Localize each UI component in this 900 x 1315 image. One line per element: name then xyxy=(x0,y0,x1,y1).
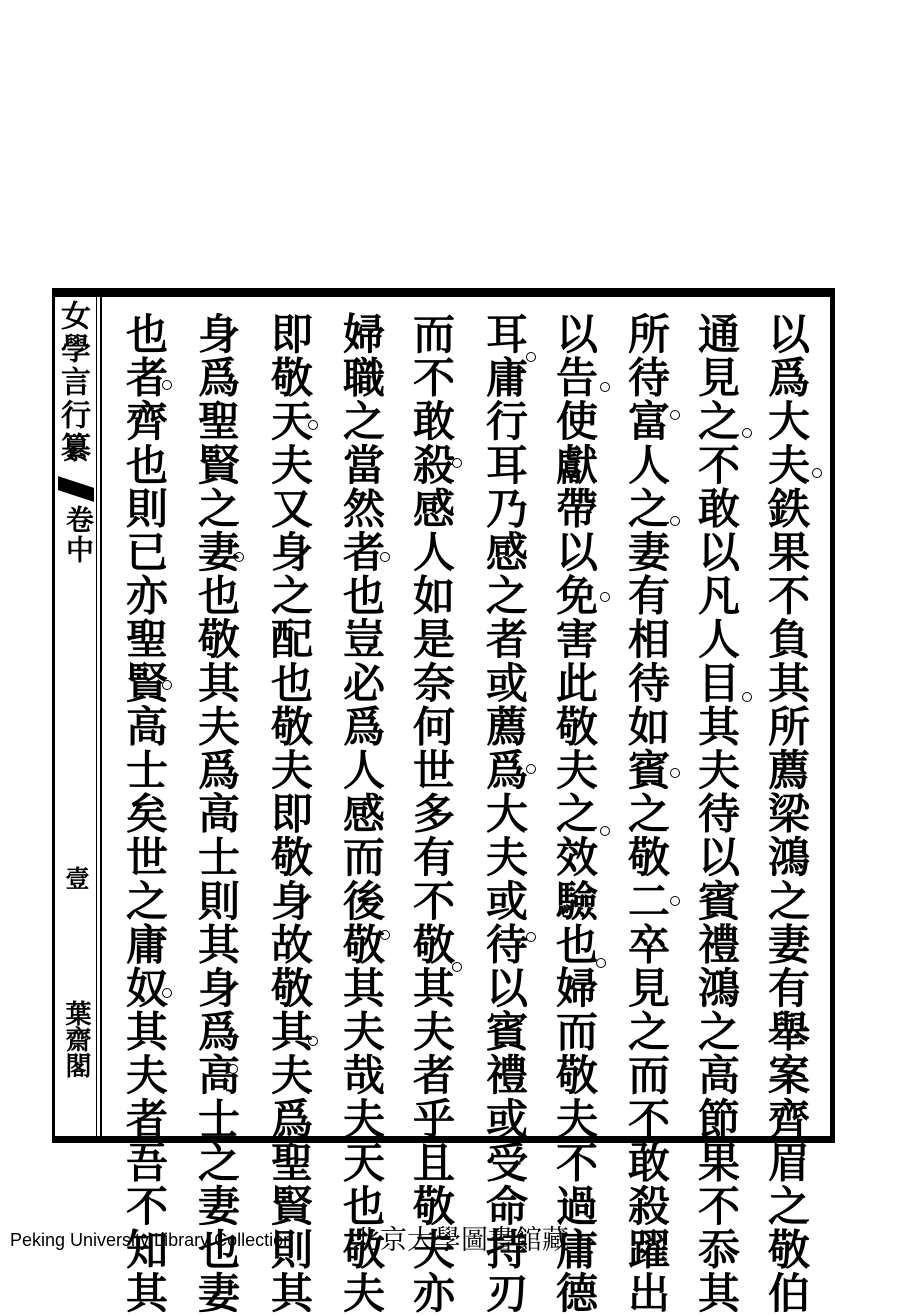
punctuation-circle xyxy=(670,516,680,526)
gutter-rule-right xyxy=(100,296,102,1136)
punctuation-circle xyxy=(308,1036,318,1046)
punctuation-circle xyxy=(162,988,172,998)
gutter-rule-left xyxy=(96,296,97,1136)
punctuation-circle xyxy=(526,764,536,774)
punctuation-circle xyxy=(670,896,680,906)
punctuation-circle xyxy=(234,552,244,562)
punctuation-circle xyxy=(742,692,752,702)
punctuation-circle xyxy=(526,932,536,942)
text-column-5: 耳庸行耳乃感之者或薦爲大夫或待以賓禮或受命持刃 xyxy=(480,312,529,1315)
gutter-publisher: 葉齋閣 xyxy=(61,1000,91,1078)
text-column-10: 也者齊也則已亦聖賢高士矣世之庸奴其夫者吾不知其 xyxy=(120,312,169,1315)
punctuation-circle xyxy=(600,382,610,392)
punctuation-circle xyxy=(670,410,680,420)
gutter-volume-label: 卷中 xyxy=(62,505,95,565)
punctuation-circle xyxy=(600,592,610,602)
text-column-2: 通見之不敢以凡人目其夫待以賓禮鴻之高節果不忝其 xyxy=(692,312,741,1315)
punctuation-circle xyxy=(596,958,606,968)
punctuation-circle xyxy=(228,1064,238,1074)
text-column-8: 即敬天夫又身之配也敬夫即敬身故敬其夫爲聖賢則其 xyxy=(265,312,314,1315)
gutter-book-title: 女學言行纂 xyxy=(55,300,90,465)
gutter-page-number: 壹 xyxy=(61,866,90,890)
punctuation-circle xyxy=(526,352,536,362)
punctuation-circle xyxy=(600,826,610,836)
punctuation-circle xyxy=(162,680,172,690)
punctuation-circle xyxy=(308,420,318,430)
collection-credit-en: Peking University Library Collection xyxy=(10,1230,294,1250)
text-column-9: 身爲聖賢之妻也敬其夫爲高士則其身爲高士之妻也妻 xyxy=(192,312,241,1315)
punctuation-circle xyxy=(380,552,390,562)
punctuation-circle xyxy=(452,458,462,468)
text-column-3: 所待富人之妻有相待如賓之敬二卒見之而不敢殺躍出 xyxy=(622,312,671,1315)
text-column-1: 以爲大夫鉄果不負其所薦梁鴻之妻有舉案齊眉之敬伯 xyxy=(762,312,811,1315)
punctuation-circle xyxy=(812,468,822,478)
collection-credit-zh: 北京大學圖書館藏 xyxy=(353,1225,569,1256)
punctuation-circle xyxy=(742,428,752,438)
text-column-4: 以告使獻帶以免害此敬夫之效驗也婦而敬夫不過庸德 xyxy=(550,312,599,1315)
punctuation-circle xyxy=(452,962,462,972)
punctuation-circle xyxy=(162,380,172,390)
punctuation-circle xyxy=(380,930,390,940)
punctuation-circle xyxy=(670,768,680,778)
text-column-7: 婦職之當然者也豈必爲人感而後敬其夫哉夫天也敬夫 xyxy=(337,312,386,1315)
text-column-6: 而不敢殺感人如是奈何世多有不敬其夫者乎且敬夫亦 xyxy=(407,312,456,1315)
